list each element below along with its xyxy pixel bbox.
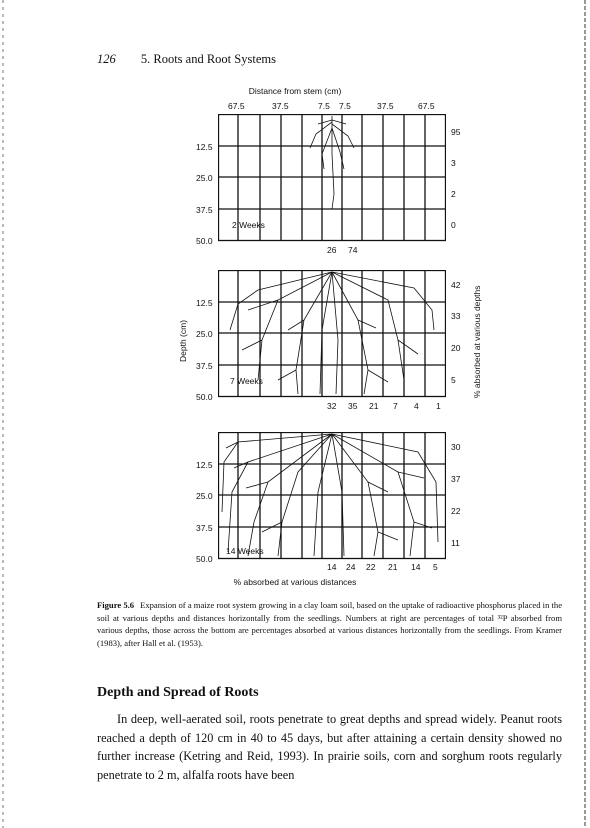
body-paragraph: In deep, well-aerated soil, roots penetrate to great depths and spread widely. Peanut roots reached a depth of 120 cm in 40 to 45 days, but after attaining a certain density showed no further increase (Ketring and Reid, 1993). In prairie soils, corn and sorghum roots regularly penetrate to 2 m, alfalfa roots have been (97, 712, 562, 782)
top-tick: 7.5 (339, 101, 351, 111)
top-tick: 7.5 (318, 101, 330, 111)
depth-tick: 25.0 (196, 491, 213, 501)
bottom-value: 74 (348, 245, 358, 255)
depth-tick: 12.5 (196, 142, 213, 152)
depth-tick: 12.5 (196, 298, 213, 308)
depth-tick: 50.0 (196, 392, 213, 402)
figure-caption-text: Expansion of a maize root system growing in a clay loam soil, based on the uptake of radioactive phosphorus placed in the soil at various depths and distances horizontally from the seedlings. Numbers at right are percentages of total ³²P absorbed from various depths, those across the bottom are percentages absorbed at various distances horizontally from the seedlings. From Kramer (1983), after Hall et al. (1953). (97, 600, 563, 648)
bottom-value: 21 (369, 401, 379, 411)
bottom-value: 4 (414, 401, 419, 411)
right-axis-label: % absorbed at various depths (472, 285, 482, 398)
bottom-value: 14 (327, 562, 337, 572)
top-tick: 67.5 (418, 101, 435, 111)
right-value: 22 (451, 506, 461, 516)
right-value: 5 (451, 375, 456, 385)
section-heading: Depth and Spread of Roots (97, 685, 259, 700)
right-value: 0 (451, 220, 456, 230)
figure-caption (97, 599, 562, 649)
depth-tick: 37.5 (196, 523, 213, 533)
top-tick: 37.5 (272, 101, 289, 111)
panel-label: 7 Weeks (230, 376, 263, 386)
bottom-value: 35 (348, 401, 358, 411)
page-header (97, 52, 276, 67)
right-value: 33 (451, 311, 461, 321)
depth-tick: 50.0 (196, 236, 213, 246)
bottom-value: 5 (433, 562, 438, 572)
right-value: 95 (451, 127, 461, 137)
depth-tick: 37.5 (196, 361, 213, 371)
bottom-value: 7 (393, 401, 398, 411)
page-number: 126 (97, 52, 116, 66)
top-axis-title: Distance from stem (cm) (248, 86, 342, 96)
panel-label: 14 Weeks (226, 546, 264, 556)
chapter-title: 5. Roots and Root Systems (140, 52, 276, 66)
depth-tick: 50.0 (196, 554, 213, 564)
depth-tick: 37.5 (196, 205, 213, 215)
figure-caption-label: Figure 5.6 (97, 600, 135, 610)
bottom-value: 14 (411, 562, 421, 572)
panel-14-weeks-grid (218, 432, 446, 560)
bottom-value: 22 (366, 562, 376, 572)
depth-axis-label: Depth (cm) (178, 319, 188, 362)
top-tick: 67.5 (228, 101, 245, 111)
depth-tick: 25.0 (196, 173, 213, 183)
bottom-value: 1 (436, 401, 441, 411)
body-text (97, 710, 562, 784)
bottom-value: 21 (388, 562, 398, 572)
depth-tick: 12.5 (196, 460, 213, 470)
depth-tick: 25.0 (196, 329, 213, 339)
bottom-value: 32 (327, 401, 337, 411)
top-tick: 37.5 (377, 101, 394, 111)
scan-edge-right (584, 0, 586, 828)
right-value: 37 (451, 474, 461, 484)
bottom-value: 24 (346, 562, 356, 572)
right-value: 3 (451, 158, 456, 168)
right-value: 42 (451, 280, 461, 290)
panel-label: 2 Weeks (232, 220, 265, 230)
right-value: 30 (451, 442, 461, 452)
right-value: 20 (451, 343, 461, 353)
bottom-axis-title: % absorbed at various distances (233, 577, 357, 587)
root-drawing (310, 116, 354, 209)
right-value: 2 (451, 189, 456, 199)
scan-edge-left (2, 0, 4, 828)
right-value: 11 (451, 538, 460, 548)
bottom-value: 26 (327, 245, 337, 255)
